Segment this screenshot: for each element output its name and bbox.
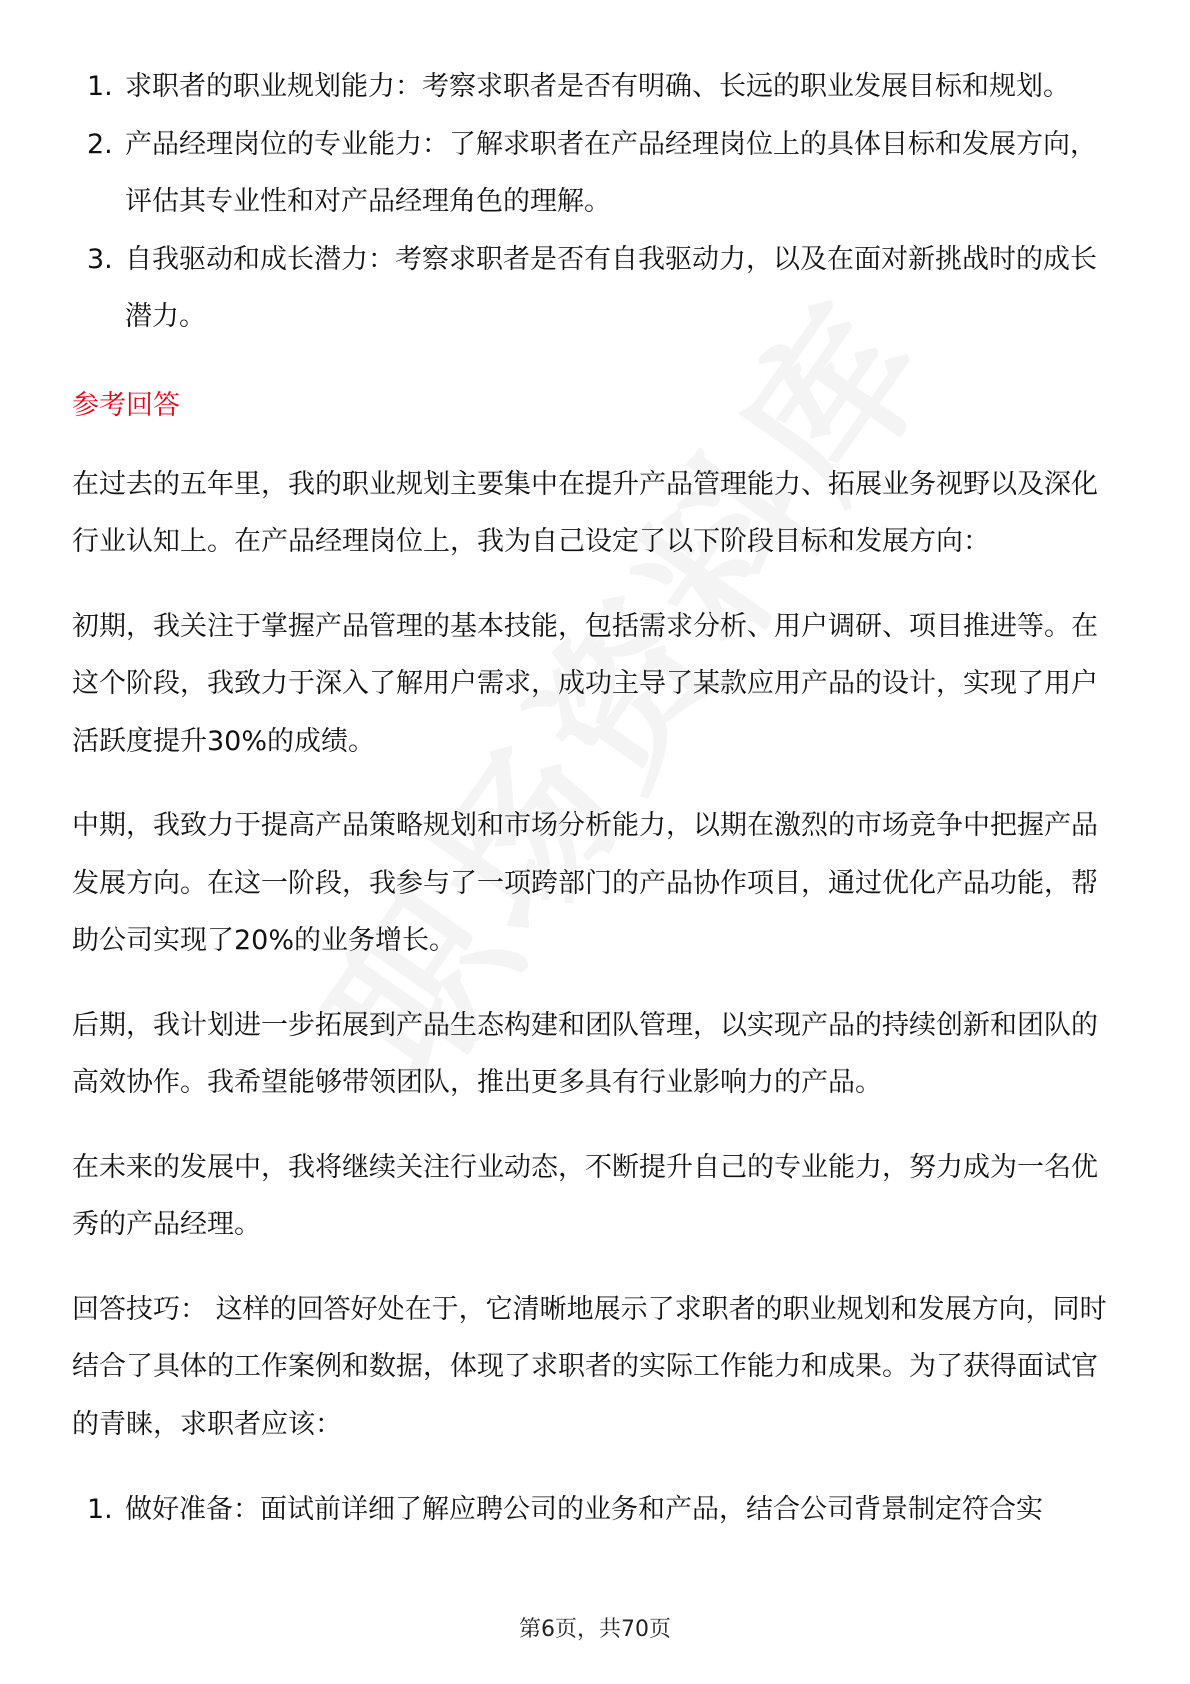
list-item-number: 1. [87, 71, 113, 102]
list-item-text: 求职者的职业规划能力：考察求职者是否有明确、长远的职业发展目标和规划。 [125, 71, 1070, 102]
paragraph: 在过去的五年里，我的职业规划主要集中在提升产品管理能力、拓展业务视野以及深化行业认知上。在产品经理岗位上，我为自己设定了以下阶段目标和发展方向： [72, 468, 1098, 557]
list-item-number: 2. [87, 128, 113, 160]
page-number-footer: 第6页，共70页 [519, 1617, 671, 1642]
paragraph: 中期，我致力于提高产品策略规划和市场分析能力，以期在激烈的市场竞争中把握产品发展方向。在这一阶段，我参与了一项跨部门的产品协作项目，通过优化产品功能，帮助公司实现了20%的业务增长。 [72, 810, 1098, 956]
paragraph: 后期，我计划进一步拓展到产品生态构建和团队管理，以实现产品的持续创新和团队的高效协作。我希望能够带领团队，推出更多具有行业影响力的产品。 [72, 1009, 1098, 1098]
page-content [72, 58, 1122, 1539]
list-item-text: 做好准备：面试前详细了解应聘公司的业务和产品，结合公司背景制定符合实 [125, 1494, 1043, 1525]
paragraph: 初期，我关注于掌握产品管理的基本技能，包括需求分析、用户调研、项目推进等。在这个阶段，我致力于深入了解用户需求，成功主导了某款应用产品的设计，实现了用户活跃度提升30%的成绩。 [72, 610, 1098, 757]
answer-tips-paragraph: 回答技巧： 这样的回答好处在于，它清晰地展示了求职者的职业规划和发展方向，同时结合了具体的工作案例和数据，体现了求职者的实际工作能力和成果。为了获得面试官的青睐，求职者应该： [72, 1293, 1107, 1440]
list-item [72, 1481, 1122, 1539]
list-item [72, 58, 1122, 116]
list-item-text: 自我驱动和成长潜力：考察求职者是否有自我驱动力，以及在面对新挑战时的成长潜力。 [125, 243, 1097, 332]
tips-list [72, 1481, 1122, 1539]
list-item-number: 1. [87, 1494, 113, 1525]
list-item [72, 116, 1122, 231]
list-item-text: 产品经理岗位的专业能力：了解求职者在产品经理岗位上的具体目标和发展方向，评估其专业性和对产品经理角色的理解。 [125, 128, 1097, 217]
criteria-list [72, 58, 1122, 346]
list-item-number: 3. [87, 243, 113, 275]
list-item [72, 231, 1122, 346]
paragraph: 在未来的发展中，我将继续关注行业动态，不断提升自己的专业能力，努力成为一名优秀的产品经理。 [72, 1151, 1098, 1240]
section-heading: 参考回答 [72, 389, 180, 421]
